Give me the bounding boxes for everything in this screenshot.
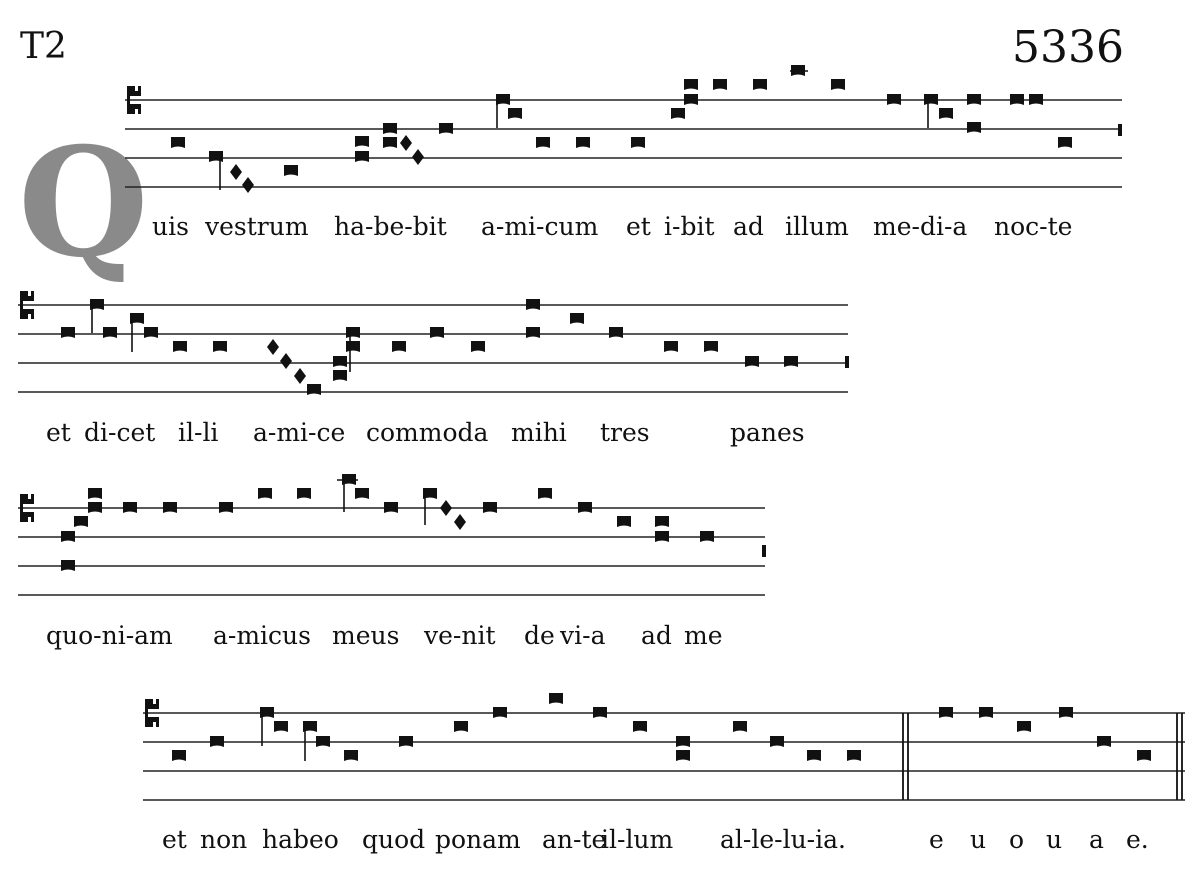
lyric-syllable: me-di-a	[873, 212, 968, 241]
neume-square	[258, 488, 272, 499]
lyric-syllable: al-le-lu-ia.	[720, 825, 846, 854]
neume-diamond	[400, 135, 412, 151]
neume-diamond	[440, 500, 452, 516]
neume-square	[346, 327, 360, 338]
neume-diamond	[294, 368, 306, 384]
lyric-syllable: o	[1009, 825, 1025, 854]
neume-square	[924, 94, 938, 105]
neume-square	[617, 516, 631, 527]
neume-square	[967, 122, 981, 133]
neume-square	[733, 721, 747, 732]
neume-square	[831, 79, 845, 90]
lyric-syllable: panes	[730, 418, 805, 447]
neume-square	[655, 531, 669, 542]
neume-square	[61, 531, 75, 542]
neume-square	[399, 736, 413, 747]
neume-square	[508, 108, 522, 119]
neume-square	[430, 327, 444, 338]
neume-square	[454, 721, 468, 732]
neume-square	[676, 736, 690, 747]
neume-square	[1137, 750, 1151, 761]
neume-square	[770, 736, 784, 747]
neume-square	[61, 560, 75, 571]
neume-square	[633, 721, 647, 732]
neume-square	[979, 707, 993, 718]
neume-square	[704, 341, 718, 352]
staff-system	[18, 291, 849, 392]
neume-square	[344, 750, 358, 761]
neume-square	[1058, 137, 1072, 148]
lyric-syllable: a-mi-cum	[481, 212, 599, 241]
neume-square	[609, 327, 623, 338]
lyric-syllable: e.	[1126, 825, 1149, 854]
neume-square	[496, 94, 510, 105]
lyric-syllable: ad	[733, 212, 764, 241]
neume-square	[753, 79, 767, 90]
lyric-syllable: noc-te	[994, 212, 1073, 241]
neume-square	[171, 137, 185, 148]
lyric-syllable: et	[626, 212, 651, 241]
neume-square	[655, 516, 669, 527]
custos	[845, 356, 849, 368]
lyric-syllable: quo-ni-am	[46, 621, 173, 650]
lyric-syllable: non	[200, 825, 248, 854]
neume-square	[355, 488, 369, 499]
lyric-syllable: de	[524, 621, 555, 650]
neume-square	[383, 137, 397, 148]
neume-square	[471, 341, 485, 352]
neume-square	[144, 327, 158, 338]
lyric-syllable: vestrum	[205, 212, 309, 241]
neume-square	[713, 79, 727, 90]
neume-square	[1097, 736, 1111, 747]
neume-square	[88, 502, 102, 513]
neume-square	[536, 137, 550, 148]
neume-square	[745, 356, 759, 367]
neume-square	[173, 341, 187, 352]
lyric-syllable: tres	[600, 418, 650, 447]
lyric-syllable: uis	[152, 212, 189, 241]
lyric-syllable: commoda	[366, 418, 489, 447]
lyric-syllable: mihi	[511, 418, 567, 447]
neume-square	[847, 750, 861, 761]
neume-square	[209, 151, 223, 162]
neume-square	[526, 299, 540, 310]
neume-square	[307, 384, 321, 395]
lyric-syllable: et	[46, 418, 71, 447]
lyric-syllable: e	[929, 825, 944, 854]
lyric-syllable: an-te	[542, 825, 607, 854]
lyric-syllable: i-bit	[664, 212, 715, 241]
neume-diamond	[280, 353, 292, 369]
neume-square	[88, 488, 102, 499]
neume-square	[578, 502, 592, 513]
neume-square	[346, 341, 360, 352]
neume-square	[213, 341, 227, 352]
lyric-syllable: quod	[362, 825, 426, 854]
neume-square	[684, 79, 698, 90]
lyric-syllable: di-cet	[84, 418, 156, 447]
lyric-syllable: a-mi-ce	[253, 418, 346, 447]
neume-square	[493, 707, 507, 718]
neume-diamond	[454, 514, 466, 530]
neume-square	[1010, 94, 1024, 105]
neume-square	[631, 137, 645, 148]
lyric-syllable: ad	[641, 621, 672, 650]
neume-square	[570, 313, 584, 324]
neume-square	[172, 750, 186, 761]
lyric-syllable: a	[1089, 825, 1104, 854]
neume-square	[887, 94, 901, 105]
lyric-syllable: me	[684, 621, 723, 650]
neume-square	[807, 750, 821, 761]
lyric-syllable: habeo	[262, 825, 339, 854]
custos	[762, 545, 766, 557]
neume-square	[123, 502, 137, 513]
neume-square	[103, 327, 117, 338]
lyric-syllable: u	[970, 825, 987, 854]
neume-square	[297, 488, 311, 499]
neume-square	[1029, 94, 1043, 105]
neume-square	[274, 721, 288, 732]
neume-square	[392, 341, 406, 352]
lyric-syllable: ve-nit	[424, 621, 496, 650]
neume-diamond	[267, 339, 279, 355]
neume-square	[74, 516, 88, 527]
neume-square	[1059, 707, 1073, 718]
neume-square	[676, 750, 690, 761]
neume-square	[439, 123, 453, 134]
neume-square	[549, 693, 563, 704]
lyric-syllable: vi-a	[560, 621, 606, 650]
neume-square	[939, 108, 953, 119]
lyric-syllable: illum	[785, 212, 849, 241]
neume-square	[333, 356, 347, 367]
neume-square	[355, 151, 369, 162]
neume-square	[784, 356, 798, 367]
lyric-syllable: ponam	[435, 825, 521, 854]
neume-square	[284, 165, 298, 176]
neume-square	[526, 327, 540, 338]
lyric-syllable: il-li	[178, 418, 219, 447]
custos	[1118, 124, 1122, 136]
staff-system	[143, 699, 1185, 800]
chant-number: 5336	[1012, 22, 1124, 73]
neume-square	[383, 123, 397, 134]
neume-square	[316, 736, 330, 747]
neume-square	[355, 136, 369, 147]
lyric-syllable: u	[1046, 825, 1063, 854]
neume-square	[1017, 721, 1031, 732]
neume-square	[967, 94, 981, 105]
lyric-syllable: ha-be-bit	[334, 212, 447, 241]
lyric-syllable: il-lum	[601, 825, 674, 854]
neume-square	[61, 327, 75, 338]
neume-square	[684, 94, 698, 105]
neume-square	[939, 707, 953, 718]
neume-diamond	[242, 177, 254, 193]
neume-square	[163, 502, 177, 513]
lyric-syllable: meus	[332, 621, 400, 650]
mode-label: T2	[20, 26, 67, 67]
neume-square	[671, 108, 685, 119]
neume-diamond	[230, 164, 242, 180]
neume-square	[210, 736, 224, 747]
lyric-syllable: a-micus	[213, 621, 311, 650]
neume-square	[593, 707, 607, 718]
neume-diamond	[412, 149, 424, 165]
drop-cap-initial: Q	[18, 115, 149, 291]
neume-square	[538, 488, 552, 499]
neume-square	[333, 370, 347, 381]
neume-square	[483, 502, 497, 513]
neume-square	[384, 502, 398, 513]
neume-square	[664, 341, 678, 352]
neume-square	[219, 502, 233, 513]
neume-square	[576, 137, 590, 148]
neume-square	[700, 531, 714, 542]
lyric-syllable: et	[162, 825, 187, 854]
